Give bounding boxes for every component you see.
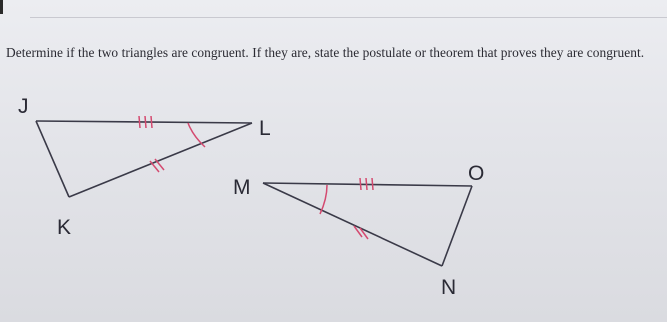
side-mn (263, 183, 442, 266)
side-jl (36, 121, 252, 123)
vertex-label-k: K (57, 216, 72, 239)
question-text: Determine if the two triangles are congruent. If they are, state the postulate or theorem that proves they are congruent. (6, 45, 645, 60)
vertex-label-o: O (468, 162, 485, 185)
side-mo (263, 183, 472, 186)
triangle-jkl (36, 116, 252, 197)
vertex-label-l: L (259, 117, 271, 140)
triangle-mon (263, 178, 472, 266)
vertex-label-j: J (18, 95, 29, 118)
side-jk (36, 121, 69, 197)
double-tick-kl (150, 159, 164, 172)
vertex-label-m: M (233, 176, 251, 199)
side-on (442, 186, 472, 266)
vertex-label-n: N (441, 276, 457, 299)
side-kl (69, 123, 252, 197)
